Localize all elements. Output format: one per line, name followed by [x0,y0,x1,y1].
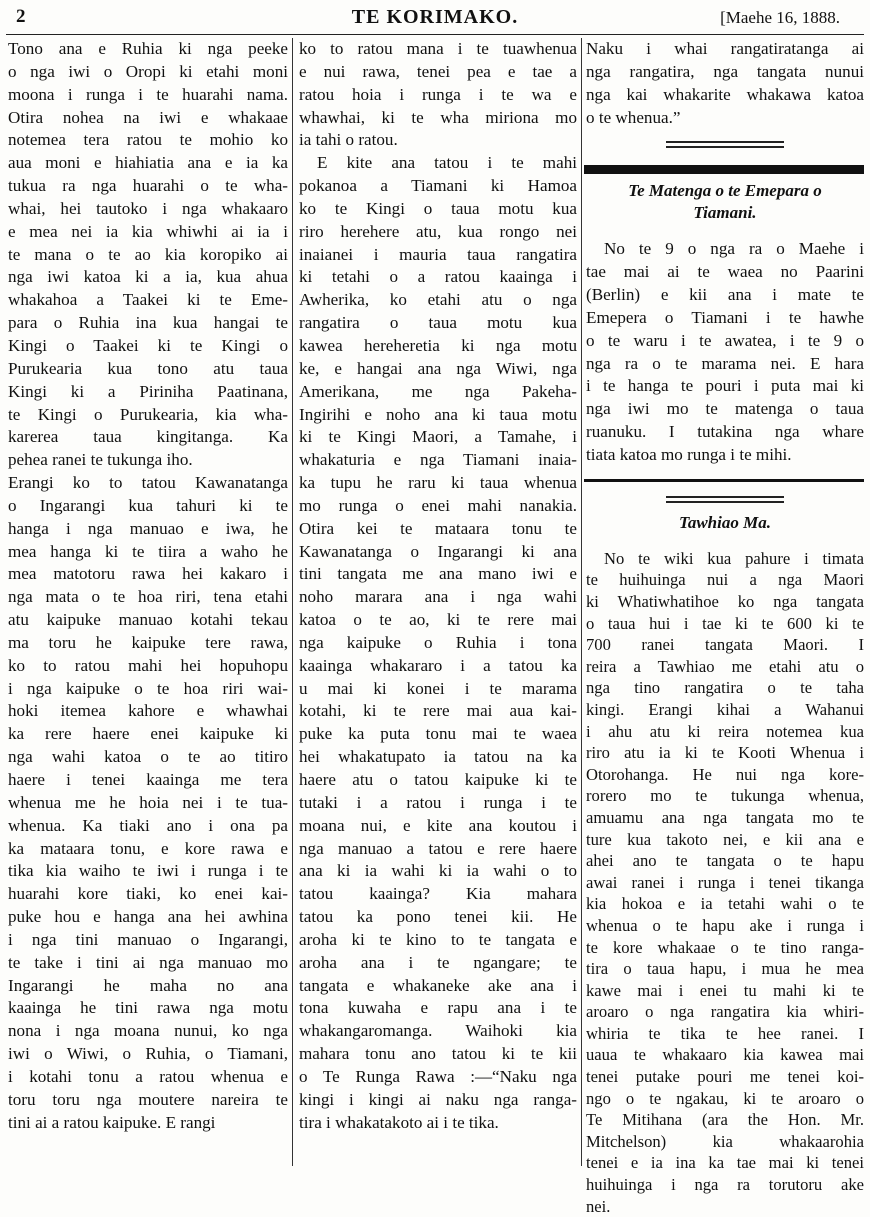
column-3-continuation [586,38,864,129]
text-line: Otira nohea na iwi e whakaae [8,107,288,127]
text-line: ke, e hangai ana nga Wiwi, nga [299,358,577,378]
text-line: Mitchelson) kia whakaarohia [586,1131,864,1151]
text-line: pehea ranei te tukunga iho. [8,450,193,470]
issue-date: [Maehe 16, 1888. [720,8,840,27]
text-line: kotahi, ki te rere mai aua kai- [299,701,577,721]
text-line: tini tangata me ana mano iwi e [299,564,577,584]
text-line: i nga tini manuao o Ingarangi, [8,929,288,949]
text-line: Otira kei te mataara tonu te [299,518,577,538]
text-line: Ingarangi he maha no ana [8,975,288,995]
text-line: te Kingi o Purukearia, kia wha- [8,404,288,424]
text-line: ruanuku. I tutakina nga whare [586,422,864,442]
text-line: nga kai whakarite whakawa katoa [586,84,864,104]
section-divider-thin [586,141,864,149]
text-line: o Te Runga Rawa :—“Naku nga [299,1066,577,1086]
text-line: nona i nga moana nunui, ko nga [8,1021,288,1041]
text-line: o nga iwi o Oropi ki etahi moni [8,61,288,81]
column-3 [586,38,864,1216]
text-line: katoa o te ao, ki te rere mai [299,610,577,630]
text-line: nei. [586,1196,611,1216]
text-line: tira o taua hapu, i mua he mea [586,959,864,979]
column-divider-1 [292,38,293,1166]
text-line: notemea tera ratou te mohio ko [8,130,288,150]
text-line: tenei putake pouri me tenei koi- [586,1067,864,1087]
text-line: tatou ka pono tenei kii. He [299,907,577,927]
text-line: haere atu o tatou kaipuke ki te [299,770,577,789]
text-line: rorero mo te tukunga whenua, [586,786,864,806]
text-line: No te 9 o nga ra o Maehe i [604,239,864,259]
text-line: hoki itemea kahore e whawhai [8,701,288,721]
text-line: o te waru i te awatea, i te 9 o [586,330,864,350]
text-line: riro atu ia ki te Kooti Whenua i [586,743,864,763]
text-line: aroha ana i te ngangare; te [299,952,577,972]
text-line: rangatira o taua motu kua [299,313,577,333]
text-line: mo runga o enei mahi nanakia. [299,495,577,515]
text-line: nga rangatira, nga tangata nunui [586,61,864,81]
text-line: Kingi o Taakei ki te Kingi o [8,335,288,355]
text-line: karerea taua kingitanga. Ka [8,427,288,447]
text-line: puke ka puta tonu mai te waea [299,724,577,744]
text-line: Kawanatanga o Ingarangi ki ana [299,541,577,561]
text-line: uaua te whakaaro kia kawea mai [586,1045,864,1065]
text-line: te mana o te ao kia koropiko ai [8,244,288,264]
section-title-tawhiao: Tawhiao Ma. [679,512,771,532]
text-line: o te whenua.” [586,107,681,127]
text-line: aroaro o nga rangatira kia whiri- [586,1002,864,1022]
text-line: puke hou e hanga ana hei awhina [8,907,288,927]
page-header [0,0,870,36]
text-line: nga tino rangatira o te taha [586,678,864,698]
text-line: te huihuinga nui a nga Maori [586,570,864,590]
text-line: te kore whakaae o te tino ranga- [586,937,864,957]
text-line: nga mata o te hoa riri, tena etahi [8,587,288,607]
text-line: tenei e ia ina ka tae mai ki tenei [586,1153,864,1173]
text-line: whawhai, ki te wha miriona mo [299,107,577,127]
text-line: tika kia waiho te iwi i runga i te [8,861,288,881]
text-line: ko to ratou mahi hei hopuhopu [8,655,288,675]
text-line: whakangaromanga. Waihoki kia [299,1021,577,1041]
text-line: kawea hereheretia ki nga motu [299,335,577,355]
text-line: hanga i nga manuao e iwa, he [8,518,288,538]
column-2 [299,38,577,1166]
text-line: Te Mitihana (ara the Hon. Mr. [586,1110,864,1130]
text-line: ngo o te ngakau, ki te aroaro o [586,1088,864,1108]
section-title-line: Te Matenga o te Emepara o [628,181,822,201]
text-line: kaainga whakararo i a tatou ka [299,655,577,675]
column-1 [8,38,288,1166]
text-line: iwi o Wiwi, o Ruhia, o Tiamani, [8,1044,288,1064]
text-line: whiria te tika te hee ranei. I [586,1023,864,1043]
text-line: awai ranei i runga i tenei tikanga [586,872,864,892]
text-line: Naku i whai rangatiratanga ai [586,39,864,58]
text-line: whenua. Ka tiaki ano i ona pa [8,815,288,835]
text-line: Ingirihi e noho ana ki taua motu [299,404,577,424]
text-line: tira i whakatakoto ai i te tika. [299,1112,499,1132]
text-line: mahara tonu ano tatou ki te kii [299,1044,577,1064]
text-line: riro herehere atu, kua rongo nei [299,221,577,241]
text-line: tae mai ai te waea no Paarini [586,262,864,282]
text-line: mea hanga ki te tiira a waho he [8,541,288,561]
text-line: whakaturia e nga Tiamani inaia- [299,450,577,470]
text-line: whenua me he hoia nei i te tua- [8,792,288,812]
text-line: nga wahi katoa o te ao titiro [8,747,288,767]
text-line: ia tahi o ratou. [299,130,398,150]
text-line: tangata e whakaneke ake ana i [299,975,577,995]
text-line: ka rere haere enei kaipuke ki [8,724,288,744]
text-line: i nga kaipuke o te hoa riri wai- [8,678,288,698]
text-line: Erangi ko to tatou Kawanatanga [8,473,288,493]
column-divider-2 [581,38,582,1166]
text-line: whenua o te hapu ake i runga i [586,915,864,935]
text-line: (Berlin) e kii ana i mate te [586,285,864,305]
text-line: kaainga he tini rawa nga motu [8,998,288,1018]
text-line: moana nui, e kite ana koutou i [299,815,577,835]
text-line: whakahoa a Taakei ki te Eme- [8,290,288,310]
text-line: ka mataara tonu, e kore rawa e [8,838,288,858]
text-line: o Ingarangi kua tahuri ki te [8,495,288,515]
text-line: ki te Kingi Maori, a Tamahe, i [299,427,577,447]
text-line: kingi i kingi ai naku nga ranga- [299,1089,577,1109]
text-line: nga manuao a tatou e rere haere [299,838,577,858]
text-line: haere i tenei kaainga me tera [8,770,288,789]
text-line: ka tupu he raru ki taua whenua [299,473,577,493]
text-line: No te wiki kua pahure i timata [604,548,864,568]
text-line: E kite ana tatou i te mahi [317,153,577,173]
text-line: Kingi ki a Piriniha Paatinana, [8,381,288,401]
text-line: o taua hui i tae ki te 600 ki te [586,613,864,633]
text-line: ki Whatiwhatihoe ko nga tangata [586,592,864,611]
section-divider-thick [584,165,864,174]
text-line: para o Ruhia ina kua hangai te [8,313,288,333]
text-line: pokanoa a Tiamani ki Hamoa [299,176,577,196]
text-line: nga ra o te marama nei. E hara [586,353,864,373]
section-divider-thin [586,496,864,504]
section-body-tawhiao [586,548,864,1217]
text-line: ki tetahi o a ratou kaainga i [299,267,577,287]
text-line: reira a Tawhiao me etahi atu o [586,656,864,676]
text-line: nga iwi katoa ki a ia, kua ahua [8,267,288,287]
text-line: ma toru he kaipuke tere rawa, [8,632,288,652]
text-line: whai, hei tautoko i nga whakaaro [8,198,288,218]
newspaper-title: TE KORIMAKO. [351,6,519,28]
text-line: te take i tini ai nga manuao mo [8,952,288,972]
section-title-line: Tiamani. [693,203,757,223]
text-line: mea matotoru rawa hei kakaro i [8,564,288,584]
text-line: nga iwi mo te matenga o taua [586,399,864,419]
text-line: tiata katoa mo runga i te mihi. [586,444,792,464]
text-line: Emepera o Tiamani i te hawhe [586,307,864,327]
text-line: amuamu ana nga tangata mo te [586,807,864,827]
text-line: kingi. Erangi kihai a Wahanui [586,699,864,719]
text-line: nga kaipuke o Ruhia i tona [299,632,577,652]
text-line: ko to ratou mana i te tuawhenua [299,39,577,58]
page-number: 2 [16,6,26,27]
text-line: tini ai a ratou kaipuke. E rangi [8,1112,216,1132]
text-line: i ahu atu ki reira notemea kua [586,721,864,741]
text-line: inaianei i mauria taua rangatira [299,244,577,264]
text-line: Tono ana e Ruhia ki nga peeke [8,39,288,58]
text-line: ana ki ia wahi ki ia wahi o to [299,861,577,881]
text-line: aroha ki te kino to te tangata e [299,929,577,949]
text-line: ko te Kingi o taua motu kua [299,198,577,218]
text-line: kia hokoa e ia tetahi wahi o te [586,894,864,914]
section-body-emperor [586,238,864,466]
text-line: hei whakatupato ia tatou na ka [299,747,577,767]
text-line: e mea nei ia kia whiwhi ai ia i [8,221,288,241]
text-line: moona i runga i te huarahi nama. [8,84,288,104]
text-line: huihuinga i nga ra torutoru ake [586,1175,864,1195]
text-line: ratou hoia i runga i te wa e [299,84,577,104]
text-line: tukua ra nga huarahi o te wha- [8,176,288,196]
text-line: u mai ki konei i te marama [299,678,577,698]
text-line: 700 ranei tangata Maori. I [586,635,864,655]
text-line: ture kua takoto nei, e kii ana e [586,829,864,849]
text-line: huarahi kore tiaki, ko enei kai- [8,884,288,904]
text-line: Otorohanga. He nui nga kore- [586,764,864,784]
text-line: noho marara ana i nga wahi [299,587,577,607]
text-line: Purukearia kua tono atu taua [8,358,288,378]
header-rule [6,34,864,35]
text-line: e nui rawa, tenei pea e tae a [299,61,577,81]
section-title-emperor [586,180,864,224]
text-line: ahei ano te tangata o te hapu [586,851,864,871]
text-line: tona kuwaha e rapu ana i te [299,998,577,1018]
text-line: Awherika, ko etahi atu o nga [299,290,577,310]
text-line: kawe mai i enei tu mahi ki te [586,980,864,1000]
text-line: tatou kaainga? Kia mahara [299,884,577,904]
text-line: Amerikana, me nga Pakeha- [299,381,577,401]
text-line: aua moni e hiahiatia ana e ia ka [8,153,288,173]
text-line: toru toru nga moutere nareira te [8,1089,288,1109]
text-line: tutaki i a ratou i runga i te [299,792,577,812]
text-line: i te hanga te pouri i puta mai ki [586,376,864,396]
text-line: atu kaipuke manuao kotahi tekau [8,610,288,630]
text-line: i kotahi tonu a ratou whenua e [8,1066,288,1086]
